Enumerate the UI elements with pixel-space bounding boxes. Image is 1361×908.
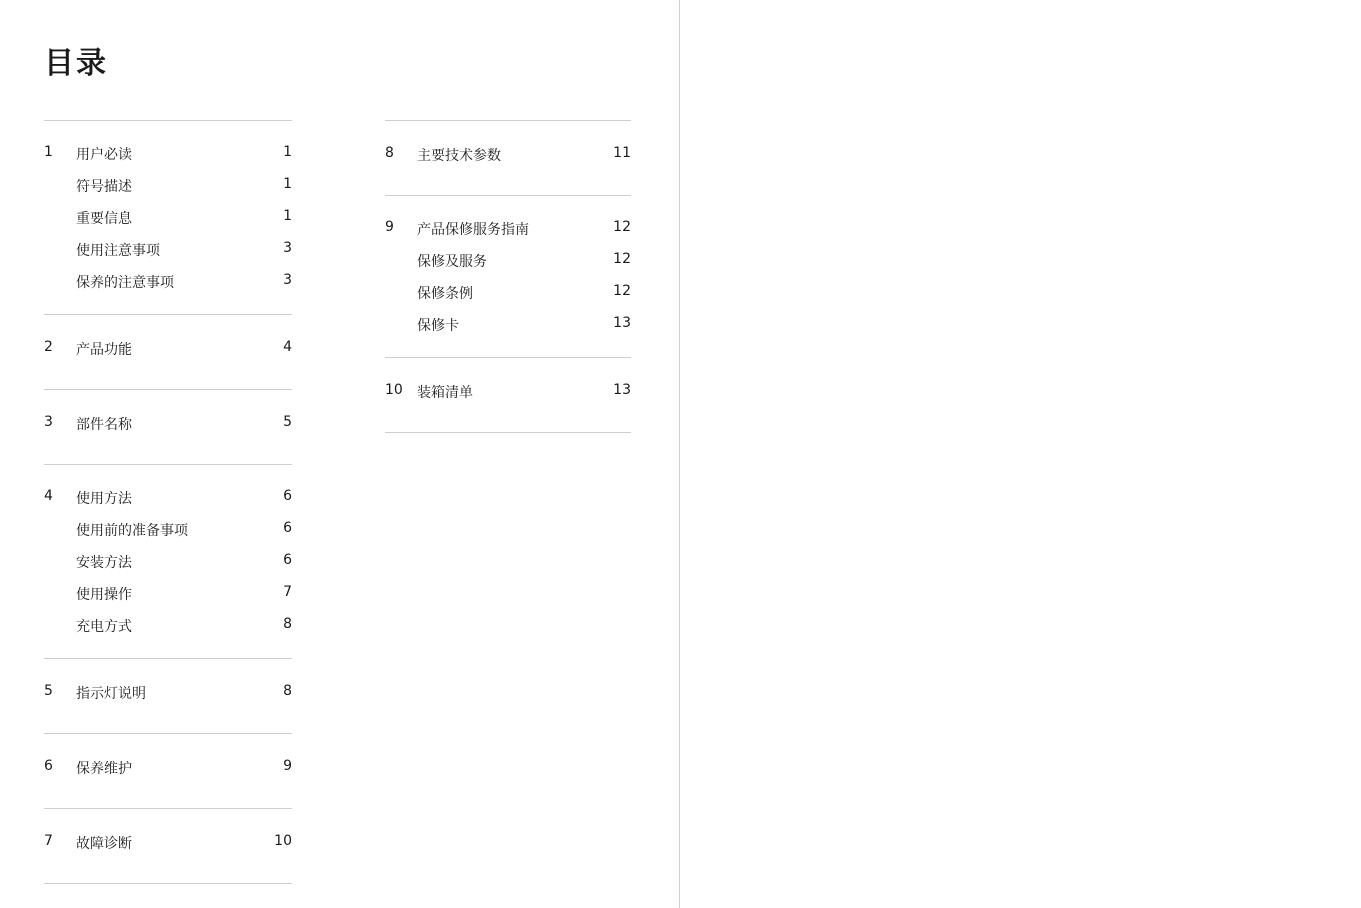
toc-entry-label: 保养的注意事项 xyxy=(76,275,174,291)
toc-entry-label: 部件名称 xyxy=(76,417,132,433)
toc-group xyxy=(44,314,292,389)
toc-entry-number: 10 xyxy=(385,382,403,398)
toc-entry-label: 产品功能 xyxy=(76,342,132,358)
toc-entry-label: 保修卡 xyxy=(417,318,459,334)
toc-entry-page: 6 xyxy=(283,488,292,504)
toc-entry-page: 12 xyxy=(613,251,631,267)
toc-entry[interactable] xyxy=(44,608,292,640)
toc-entry-page: 11 xyxy=(613,145,631,161)
toc-entry[interactable] xyxy=(44,750,292,782)
toc-entry-number: 2 xyxy=(44,339,53,355)
toc-entry[interactable] xyxy=(44,544,292,576)
toc-entry[interactable] xyxy=(44,512,292,544)
toc-entry-label: 保修条例 xyxy=(417,286,473,302)
toc-entry-label: 故障诊断 xyxy=(76,836,132,852)
divider xyxy=(385,432,631,433)
toc-column-1 xyxy=(44,120,292,884)
toc-page xyxy=(0,0,680,908)
toc-entry-page: 1 xyxy=(283,208,292,224)
toc-entry[interactable] xyxy=(385,243,631,275)
toc-entry-number: 1 xyxy=(44,144,53,160)
toc-entry-number: 5 xyxy=(44,683,53,699)
toc-group xyxy=(385,195,631,357)
toc-entry-number: 8 xyxy=(385,145,394,161)
toc-entry-page: 12 xyxy=(613,283,631,299)
toc-entry-label: 使用操作 xyxy=(76,587,132,603)
toc-entry-label: 保修及服务 xyxy=(417,254,487,270)
toc-entry-label: 符号描述 xyxy=(76,179,132,195)
toc-column-2 xyxy=(385,120,631,433)
toc-entry-label: 主要技术参数 xyxy=(417,148,501,164)
toc-group xyxy=(385,120,631,195)
toc-entry-number: 4 xyxy=(44,488,53,504)
toc-entry-label: 重要信息 xyxy=(76,211,132,227)
toc-entry-label: 充电方式 xyxy=(76,619,132,635)
toc-entry[interactable] xyxy=(44,576,292,608)
toc-entry[interactable] xyxy=(385,211,631,243)
toc-entry-page: 13 xyxy=(613,315,631,331)
toc-entry-page: 7 xyxy=(283,584,292,600)
toc-entry-page: 1 xyxy=(283,176,292,192)
toc-entry-page: 9 xyxy=(283,758,292,774)
toc-entry[interactable] xyxy=(44,331,292,363)
toc-entry-number: 9 xyxy=(385,219,394,235)
toc-entry-page: 4 xyxy=(283,339,292,355)
toc-entry-page: 8 xyxy=(283,683,292,699)
toc-group xyxy=(44,733,292,808)
divider xyxy=(44,883,292,884)
toc-entry-label: 保养维护 xyxy=(76,761,132,777)
toc-entry-number: 6 xyxy=(44,758,53,774)
toc-entry-page: 6 xyxy=(283,520,292,536)
toc-entry-page: 3 xyxy=(283,240,292,256)
toc-entry-label: 安装方法 xyxy=(76,555,132,571)
toc-entry[interactable] xyxy=(44,168,292,200)
toc-entry-page: 6 xyxy=(283,552,292,568)
toc-entry[interactable] xyxy=(44,232,292,264)
toc-entry-page: 3 xyxy=(283,272,292,288)
toc-entry-label: 用户必读 xyxy=(76,147,132,163)
toc-entry-page: 5 xyxy=(283,414,292,430)
toc-group xyxy=(44,658,292,733)
toc-entry-page: 12 xyxy=(613,219,631,235)
toc-entry[interactable] xyxy=(44,406,292,438)
toc-entry[interactable] xyxy=(44,136,292,168)
toc-group xyxy=(44,464,292,658)
toc-group xyxy=(44,389,292,464)
toc-entry[interactable] xyxy=(44,200,292,232)
toc-entry-page: 13 xyxy=(613,382,631,398)
toc-entry[interactable] xyxy=(44,480,292,512)
toc-title: 目录 xyxy=(44,46,108,81)
toc-entry[interactable] xyxy=(44,825,292,857)
toc-entry[interactable] xyxy=(385,275,631,307)
toc-group xyxy=(385,357,631,432)
toc-entry-label: 装箱清单 xyxy=(417,385,473,401)
toc-entry-page: 10 xyxy=(274,833,292,849)
toc-entry-label: 指示灯说明 xyxy=(76,686,146,702)
toc-entry-label: 使用方法 xyxy=(76,491,132,507)
toc-entry[interactable] xyxy=(44,675,292,707)
chapter-page xyxy=(680,0,1361,908)
toc-entry-page: 1 xyxy=(283,144,292,160)
toc-entry-label: 使用前的准备事项 xyxy=(76,523,188,539)
toc-entry[interactable] xyxy=(385,307,631,339)
toc-entry[interactable] xyxy=(385,374,631,406)
toc-entry-number: 3 xyxy=(44,414,53,430)
toc-entry[interactable] xyxy=(385,137,631,169)
toc-entry-number: 7 xyxy=(44,833,53,849)
toc-entry[interactable] xyxy=(44,264,292,296)
toc-entry-page: 8 xyxy=(283,616,292,632)
toc-entry-label: 产品保修服务指南 xyxy=(417,222,529,238)
toc-entry-label: 使用注意事项 xyxy=(76,243,160,259)
toc-group xyxy=(44,120,292,314)
toc-group xyxy=(44,808,292,883)
